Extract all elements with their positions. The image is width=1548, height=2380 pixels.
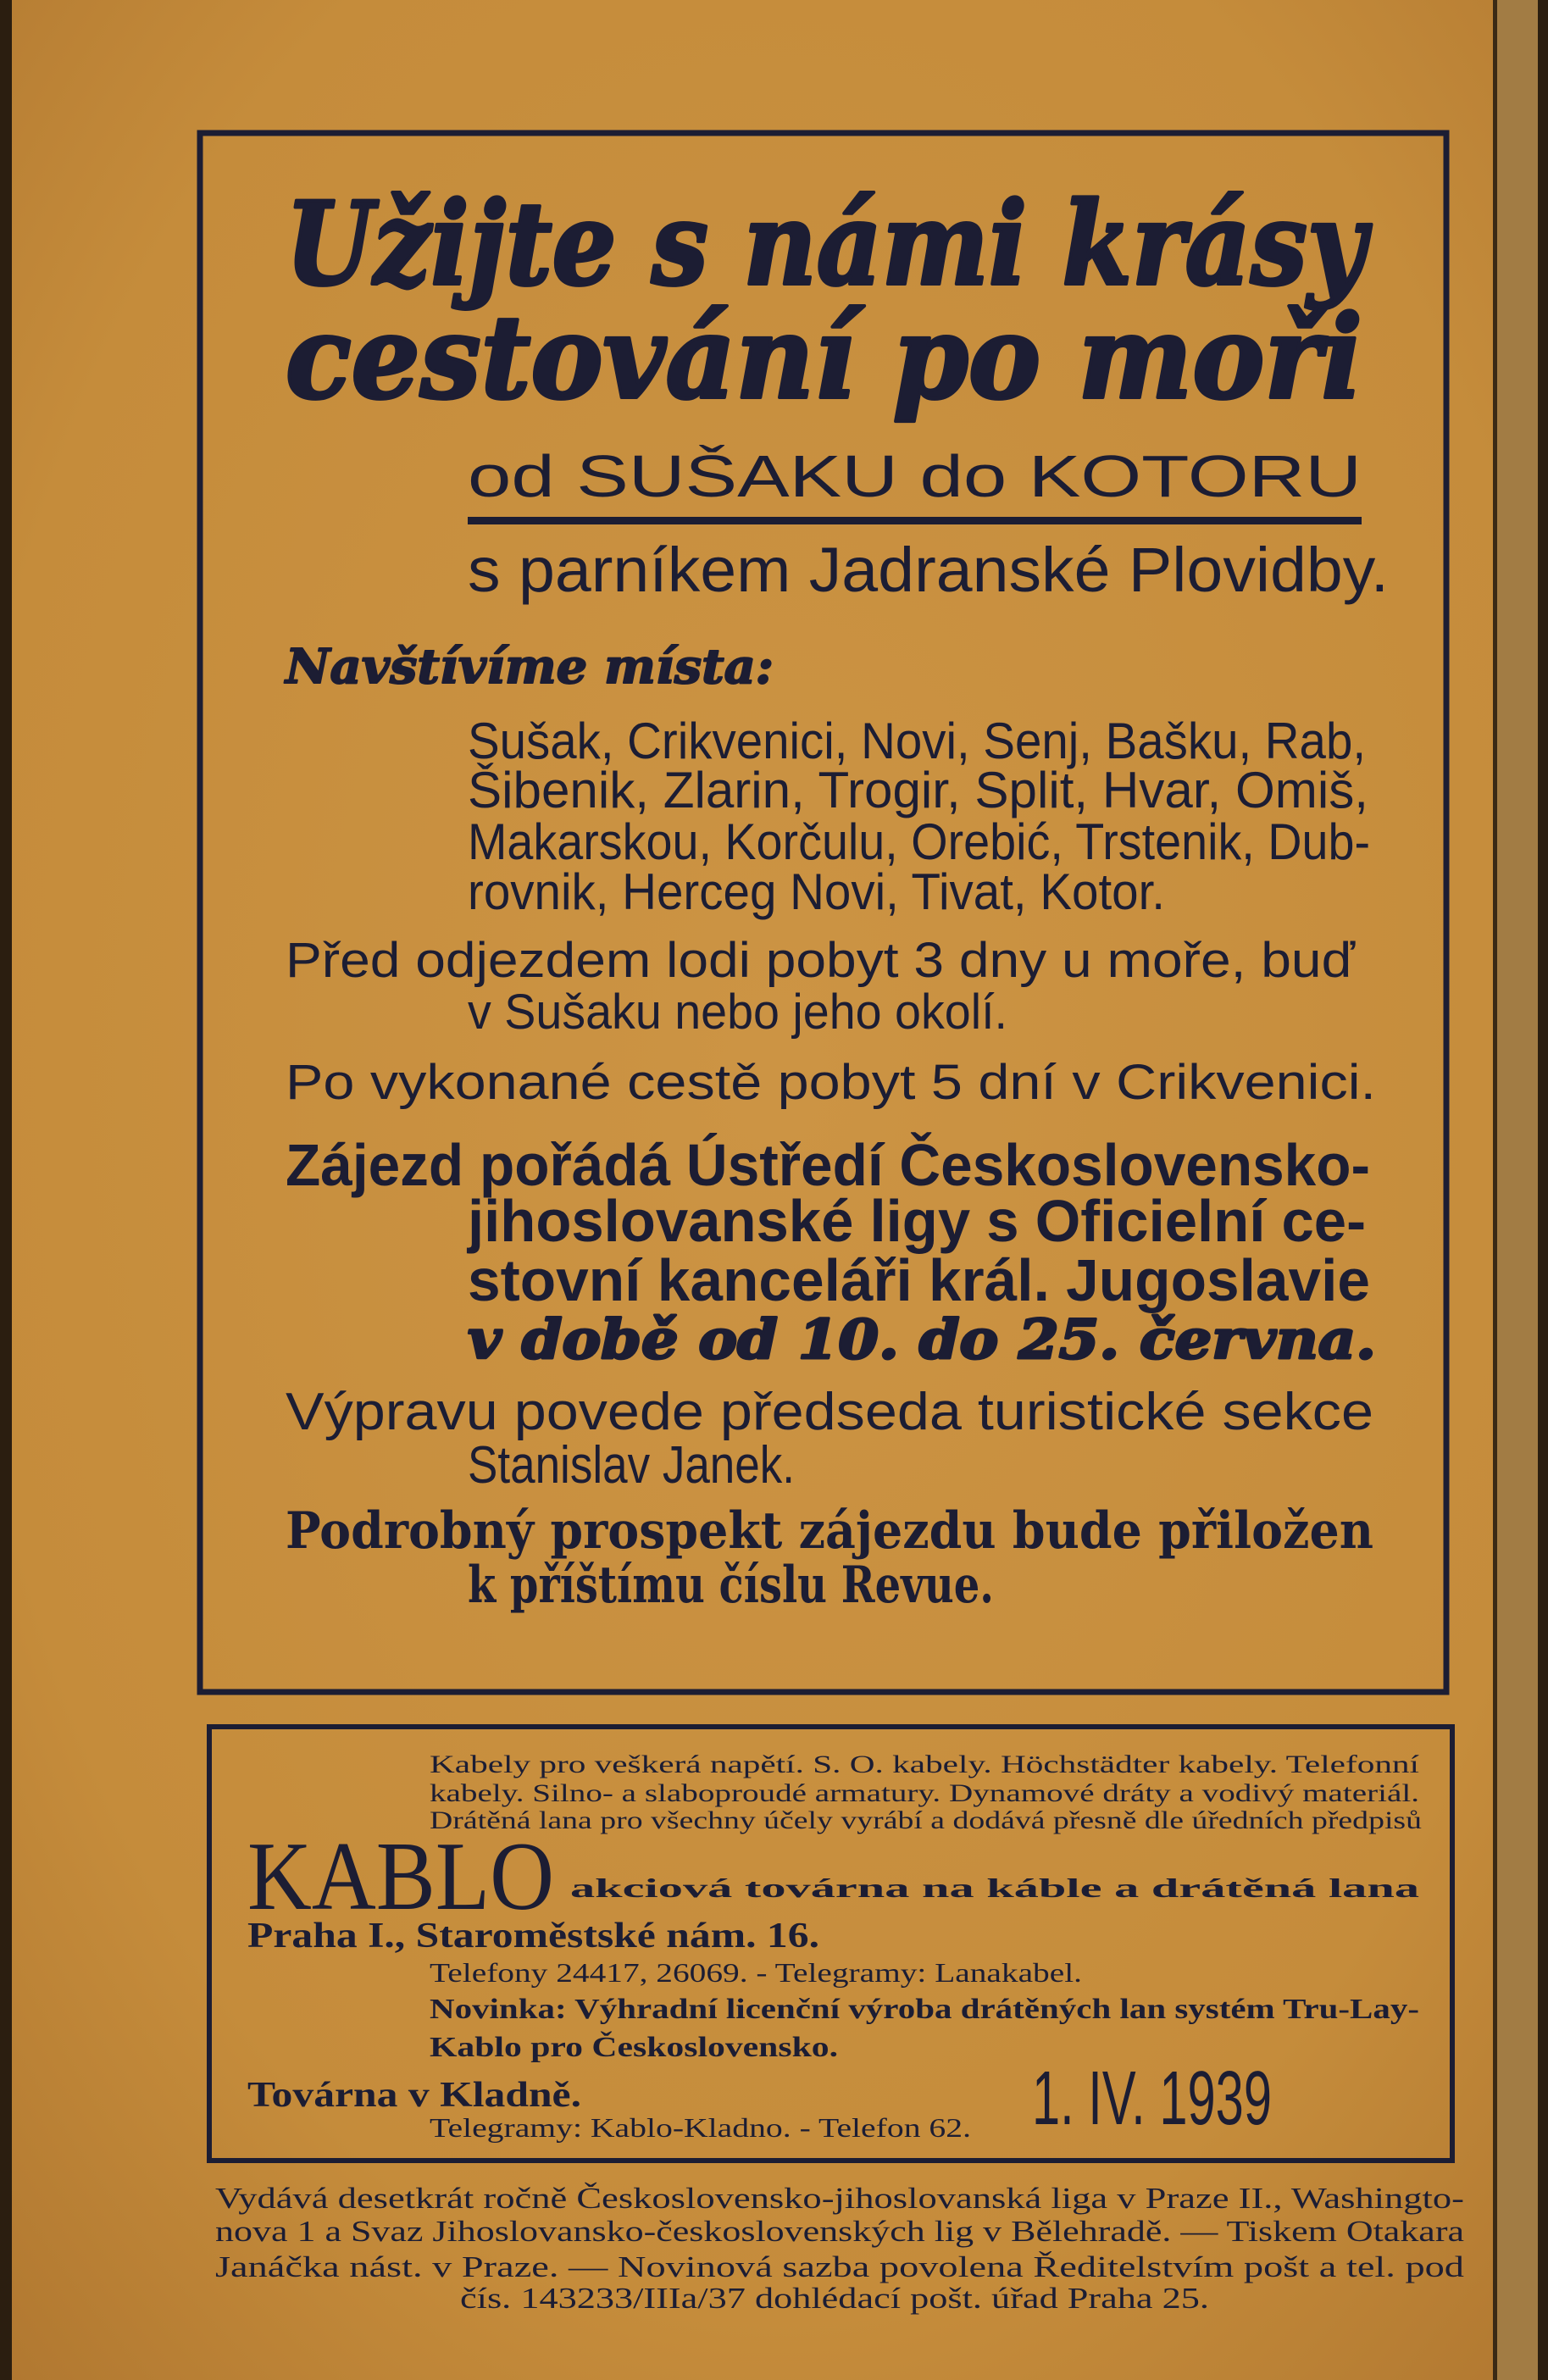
right-page-edge [1538,0,1548,2380]
leader-line-2: Stanislav Janek. [468,1436,795,1495]
imprint-line-2: nova 1 a Svaz Jihoslovansko-československých lig v Bělehradě. — Tiskem Otakara [215,2215,1465,2248]
headline-line-1: Užijte s námi krásy [286,176,1373,311]
date-stamp: 1. IV. 1939 [1032,2056,1272,2141]
novelty-line-2: Kablo pro Československo. [430,2032,763,2063]
places-line-3: Makarskou, Korčulu, Orebić, Trstenik, Dub- [468,813,1370,870]
company-address: Praha I., Staroměstské nám. 16. [247,1917,819,1956]
prospectus-line-1: Podrobný prospekt zájezdu bude přiložen [286,1501,1373,1561]
left-page-edge [0,0,12,2380]
products-line-2: kabely. Silno- a slaboproudé armatury. Dynamové dráty a vodivý materiál. [430,1779,1419,1807]
prospectus-line-2: k příštímu číslu Revue. [468,1556,994,1615]
stay-before-line-1: Před odjezdem lodi pobyt 3 dny u moře, buď [286,933,1357,988]
places-heading: Navštívíme místa: [283,639,774,695]
dates-line: v době od 10. do 25. června. [468,1308,1376,1372]
headline-line-2: cestování po moři [286,290,1362,424]
factory-contacts: Telegramy: Kablo-Kladno. - Telefon 62. [430,2112,971,2143]
imprint-line-3: Janáčka nást. v Praze. — Novinová sazba povolena Ředitelstvím pošt a tel. pod [215,2250,1465,2283]
organizer-line-3: stovní kanceláři král. Jugoslavie [468,1247,1370,1313]
places-line-1: Sušak, Crikvenici, Novi, Senj, Bašku, Rab, [468,713,1366,769]
stay-after-line: Po vykonané cestě pobyt 5 dní v Crikvenici. [286,1055,1376,1110]
route-underline [468,517,1362,524]
organizer-line-1: Zájezd pořádá Ústředí Československo- [286,1132,1410,1198]
right-page-edge-line [1493,0,1497,2380]
factory-name: Továrna v Kladně. [247,2076,581,2115]
products-line-1: Kabely pro veškerá napětí. S. O. kabely. Höchstädter kabely. Telefonní [430,1750,1420,1778]
imprint-line-4: čís. 143233/IIIa/37 dohlédací pošt. úřad Praha 25. [460,2282,1209,2315]
places-line-2: Šibenik, Zlarin, Trogir, Split, Hvar, Omiš, [468,762,1368,818]
organizer-line-2: jihoslovanské ligy s Oficielní ce- [466,1188,1366,1254]
route-line: od SUŠAKU do KOTORU [468,443,1362,509]
stay-before-line-2: v Sušaku nebo jeho okolí. [468,985,1007,1040]
imprint-line-1: Vydává desetkrát ročně Československo-jihoslovanská liga v Praze II., Washingto- [215,2182,1198,2215]
products-line-3: Drátěná lana pro všechny účely vyrábí a dodává přesně dle úředních předpisů [430,1806,1422,1834]
novelty-line-1: Novinka: Výhradní licenční výroba drátěných lan systém Tru-Lay- [430,1994,1419,2025]
company-type: akciová továrna na káble a drátěná lana [570,1872,1419,1903]
company-contacts: Telefony 24417, 26069. - Telegramy: Lanakabel. [430,1957,1082,1988]
ship-line: s parníkem Jadranské Plovidby. [468,535,1389,605]
places-line-4: rovnik, Herceg Novi, Tivat, Kotor. [468,863,1165,920]
leader-line-1: Výpravu povede předseda turistické sekce [286,1383,1373,1441]
company-name: KABLO [247,1822,554,1930]
